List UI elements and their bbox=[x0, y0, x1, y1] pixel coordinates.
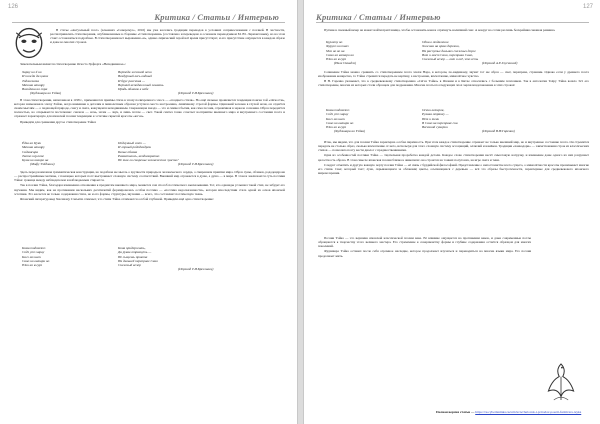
poem-line: Да рукав отряхнуть — bbox=[118, 250, 152, 255]
section-header-left: Критика / Статьи / Интервью bbox=[154, 12, 279, 22]
poem-line: Кургату но bbox=[326, 40, 343, 44]
section-header-right: Критика / Статьи / Интервью bbox=[316, 12, 441, 22]
poem-caption: (Перевод Т.И.Бреславец) bbox=[178, 91, 214, 96]
poem-line: Кума но кокоро на bbox=[22, 158, 49, 163]
poem-caption: (Перевод Т.И.Бреславец) bbox=[178, 162, 214, 167]
poem-line: Мачина атацру bbox=[22, 145, 45, 150]
poem-line: Кома тодомэтэ bbox=[22, 246, 46, 250]
poem-line: Вертеда жесаной ночи bbox=[118, 70, 152, 74]
poem-line: На распутье дальних снежных дорог bbox=[422, 48, 476, 53]
poem-line: На дальней переправе Сано bbox=[118, 258, 158, 263]
poem-caption: (Нага Оикадзэ) bbox=[334, 61, 357, 66]
page-number-right: 127 bbox=[582, 4, 593, 10]
footer-label: Полная версия статьи — bbox=[436, 410, 475, 414]
poem-caption: (Перевод В.Н.Гаренко) bbox=[482, 129, 515, 134]
poem-line: Садамсара bbox=[22, 149, 39, 154]
left-page bbox=[0, 0, 298, 424]
poem-line: Ёдза но Цуки bbox=[22, 141, 42, 145]
poem-line: Вохидина но сора bbox=[22, 87, 48, 92]
poem-line: Осени ветерок, bbox=[422, 108, 445, 112]
article-url-link[interactable]: https://ru.cyberleninka.ru/article/n/chelovek-i-prirodav-poezii-fudzivara-teyka bbox=[475, 410, 582, 414]
poem-line: Рукава отряхну — bbox=[422, 112, 449, 117]
poem-line: Коня придержать, bbox=[118, 246, 146, 250]
paragraph: Одна из особенностей поэтики Тэйка — тщательная проработка каждой детали. Каждое слово стихотворения несёт смысловую нагрузку, и изменение даже одного из них разрушает целостность образа. В этом смысле японская поэзия близка к живописи: она строится на тонких полутонах, на игре света и тени. bbox=[318, 153, 589, 162]
right-para-4-block bbox=[318, 140, 589, 176]
poem-line: Миэ но ко на bbox=[326, 48, 345, 53]
poem-line: Юки но югурэ bbox=[326, 125, 347, 130]
poem-line: Харку но й но bbox=[22, 70, 42, 74]
poem-line: Подлунный свет — bbox=[118, 141, 146, 145]
poem-2-original bbox=[22, 141, 55, 167]
crane-bird-icon bbox=[543, 360, 579, 404]
left-para-3-block bbox=[14, 98, 285, 125]
poem-caption: (Фудзивара но Тэйка) bbox=[30, 91, 62, 96]
poem-1-translation bbox=[118, 70, 213, 96]
poem-line: Прядь облаков в небе bbox=[118, 87, 149, 92]
poem-line: Сано но ватари но bbox=[326, 120, 354, 125]
poem-line: И пожда да цикол bbox=[22, 74, 49, 79]
poem-2-translation bbox=[118, 141, 213, 167]
paragraph: Замечательным является стихотворение Огюста Эрфюрта «Неподвижное»: bbox=[20, 62, 126, 66]
poem-line: Белые облака bbox=[118, 149, 138, 154]
poem-line: Кагэ мо наси bbox=[326, 116, 345, 121]
theater-mask-icon bbox=[12, 26, 46, 60]
left-para-2-block bbox=[14, 62, 285, 67]
right-para-1-block bbox=[318, 28, 589, 33]
paragraph: Приведём для сравнения другое стихотворение Тэйка: bbox=[20, 119, 97, 124]
paragraph: В этом стихотворении, написанном в 1198 г., применяются приёмы стиха в эпоху полихромного эпоса — «позднего стиля». Но ещё сильнее проявляется тенденция поиска той «лёгкости», которая знаменовала эпоху Хэйан, когда внимание к деталям и мимолетным образам уступало место настроению, лишённому строгой формы. Одинокий человек в глухой ночи, он отдаётся своим мыслям — о падающей природе, снегу и свете, кажущемся неподвижным. Сверкающая звезда — это и символ бытия, как сама поэзия, отражённая в зеркале сознания. Образ передаётся полностью, но открывается постепенно: сначала — ночь, затем — звук, и лишь потом — свет. Такой синтез тонко сочетает восприятие внешнего мира и внутреннего состояния поэта и отражает характерную для японской поэзии тенденцию к эстетике скрытой красоты «югэн». bbox=[14, 98, 285, 119]
poem-line: Кома тодомэтэ bbox=[326, 108, 350, 112]
paragraph: Японский литературовед Хисамацу Сэнъити отмечает, что стихи Тэйка отличаются особой глубиной. Приведём ещё одно стихотворение: bbox=[20, 196, 214, 201]
paragraph: В Н. Гаренко указывает, что к средневековому стихотворению «Сёгэн Тэйка» в Японии и в Китае относились с большим почтением. Так в антологии Тоёру Тэйка вошло 321 его стихотворение, многие из которых стали образцом для подражания. Многие поэты последующих эпох черпали вдохновение в этих строках: bbox=[318, 79, 589, 88]
right-page bbox=[303, 0, 600, 424]
poem-caption: (Фудзивара но Тэйка) bbox=[334, 129, 366, 134]
poem-line: Само но ватари но bbox=[326, 52, 354, 57]
left-para-5-block bbox=[14, 170, 285, 202]
poem-line: И брус рассекая — bbox=[118, 78, 146, 83]
poem-caption: (Мифу Тэйдзаки) bbox=[30, 162, 55, 167]
poem-line: Кагэ мо наси bbox=[22, 254, 41, 259]
poem-caption: (Перевод Т.И.Бреславец) bbox=[178, 267, 214, 272]
poem-line: И горный рододендрон bbox=[118, 145, 151, 150]
poem-4-translation bbox=[422, 40, 517, 66]
paragraph: Здесь перед нами иная грамматическая конструкция, но подобная же мысль о хрупкости природы и человеческого сердца, о смиренном приятии мира. Образ луны, облаков, рододендрона — распространённые мотивы, с помощью которых поэт выстраивает сложную систему соответствий. Внешний мир отражается в душе, а душа — в мире. В этом и заключается суть поэтики Тэйка: граница между наблюдателем и наблюдаемым стирается. bbox=[14, 170, 285, 183]
poem-line: Юки но югурэ bbox=[326, 57, 347, 62]
right-para-7-block bbox=[318, 236, 531, 259]
right-para-2-block bbox=[318, 70, 589, 89]
header-rule-right bbox=[316, 22, 589, 23]
poem-line: Фурувэ ни такэ bbox=[326, 44, 349, 49]
paragraph: Так в поэзии Тэйка, благодаря изменению отношения к предметам внешнего мира, меняется сам способ поэтического высказывания. Тот, кто однажды услышал такой стих, не забудет его звучания. Мы видим, как на протяжении нескольких десятилетий формировалась особая поэтика — «поэтика недосказанности», которая впоследствии стала одной из основ японской эстетики. Это касается не только содержания стиха, но и его формы, структуры, звучания — всего, что составляет поэтическую ткань. bbox=[14, 183, 285, 196]
poem-3-original bbox=[22, 246, 49, 267]
poem-3-translation bbox=[118, 246, 213, 272]
poem-line: Содэ утэ харау bbox=[326, 112, 349, 117]
poem-line: Не так ли смиренье человеческих чувств? bbox=[118, 158, 179, 163]
poem-caption: (Перевод А.Е.Глускиной) bbox=[482, 61, 518, 66]
header-rule-left bbox=[12, 22, 285, 23]
paragraph: Сочинение Тэйка можно сравнить со стихотворением поэта эпохи Нара, в котором, по-видимому, звучит тот же образ — снег, переправа, странник. Однако если у древнего поэта изображение конкретно, то Тэйка стремится передать не картину, а настроение, впечатление, мимолётное чувство. bbox=[318, 70, 589, 79]
poem-line: Сано но ватари но bbox=[22, 258, 50, 263]
poem-line: Снежный вечер bbox=[118, 263, 141, 268]
poem-5-translation bbox=[422, 108, 515, 134]
poem-line: Тодзиската bbox=[22, 78, 40, 83]
poem-line: Верхний неподвижный пламень bbox=[118, 82, 164, 87]
paragraph: Фудзивара Тэйка оставил после себя огромное наследие, которое продолжает изучаться и переводиться на многие языки мира. Его поэзия продолжает жить. bbox=[318, 249, 531, 258]
full-article-link[interactable] bbox=[436, 410, 581, 414]
poem-line: Разметались, неоднократно bbox=[118, 153, 160, 158]
poem-line: Не сыщешь приюта bbox=[118, 254, 148, 259]
paragraph: Путник в снежный вечер не может найти пристанища, чтобы остановить коня и отряхнуть налипший снег. А вокруг на сотни ри лишь бескрайняя снежная равнина. bbox=[324, 28, 556, 32]
poem-line: Хижина на краю деревни, bbox=[422, 44, 460, 49]
poem-line: Вендурный весь водный bbox=[118, 74, 152, 79]
page-number-left: 126 bbox=[8, 4, 19, 10]
poem-line: Содэ утэ харау bbox=[22, 250, 45, 255]
poem-line: Мачина атацру bbox=[22, 82, 45, 87]
paragraph: Следует отметить и другую важную черту поэзии Тэйка — её связь с буддийской философией. Представление о непостоянстве всего сущего, о мимолётности красоты пронизывает многие его стихи. Снег, который тает; луна, скрывающаяся за облаками; цветы, осыпающиеся с деревьев — всё это образы быстротечности, характерные для средневекового японского мировоззрения. bbox=[318, 162, 589, 176]
poem-line: Таото ицугите bbox=[22, 153, 44, 158]
poem-line: Снежный вечер — вот и всё, что есть bbox=[422, 57, 479, 62]
paragraph: Итак, мы видим, что для поэзии Тэйка характерна особая лиричность. При этом каждое стихотворение отражает не только внешний мир, но и внутреннее состояние поэта. Он стремится передать не столько образ, сколько впечатление от него, используя для этого сложную систему ассоциаций, аллюзий и намёков. Традиция «хонкадори» — заимствования строк из классических стихов — позволяла поэту вести диалог с предшественниками. bbox=[318, 140, 589, 153]
poem-line: В Сано на переправе сна bbox=[422, 120, 458, 125]
poem-line: Нет и тени bbox=[422, 116, 440, 121]
poem-line: Юки но югурэ bbox=[22, 263, 43, 268]
paragraph: Поэзия Тэйка — это вершина японской классической поэзии вака. Её влияние ощущается на протяжении веков, и даже современные поэты обращаются к творчеству этого великого мастера. Его стремление к совершенству формы и глубине содержания остаётся образцом для многих поколений. bbox=[318, 236, 531, 249]
poem-4-original bbox=[326, 40, 356, 66]
paragraph: В статье «Актуальный поэт» (альманах «Северомуз», 2016) мы уже касались традиции переводов в условиях соприкосновения с поэзией. В частности, рассматривались стихотворения, опубликованные в сборнике «Стихотворения» (составлено и переведено в основном переводчиком М. Ю. Лермонтовым), но на этом стоит остановиться подробнее. В стихотворении нет выражения «я», однако лирический герой всё время присутствует, и его присутствие ощущается в каждом образе и даже во многих строках. bbox=[50, 28, 285, 45]
left-para-1-block bbox=[50, 28, 285, 46]
poem-line: Весенний сумерки bbox=[422, 125, 448, 130]
poem-5-original bbox=[326, 108, 365, 134]
poem-1-original bbox=[22, 70, 61, 96]
poem-line: Одна в отдалении bbox=[422, 40, 449, 44]
poem-line: Вот и мост Сано, переправа Сано, bbox=[422, 52, 474, 57]
